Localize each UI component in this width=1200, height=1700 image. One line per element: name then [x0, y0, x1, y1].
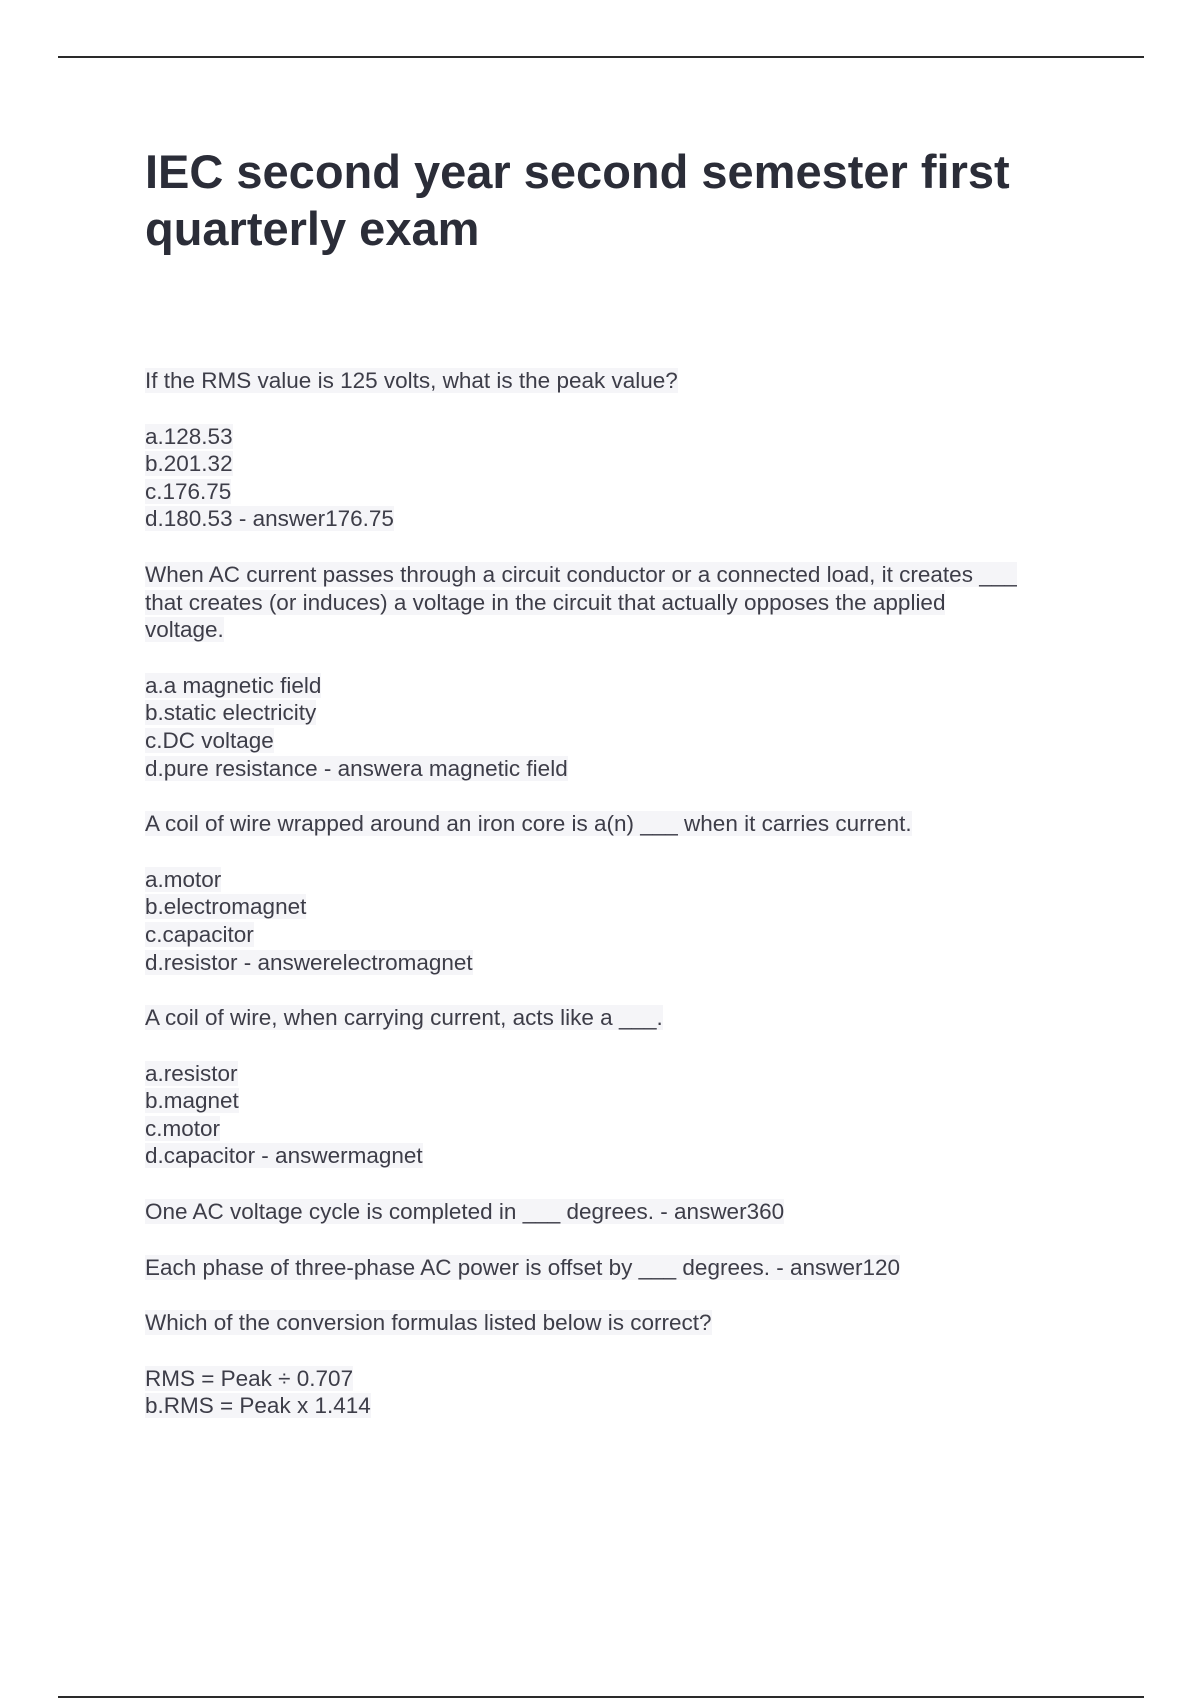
option-list	[145, 1365, 1095, 1420]
question-line: A coil of wire, when carrying current, acts like a ___.	[145, 1005, 663, 1031]
question-text	[145, 810, 1095, 838]
option-list	[145, 1060, 1095, 1170]
bottom-divider	[58, 1696, 1144, 1698]
exam-content	[145, 367, 1095, 1448]
option-item: RMS = Peak ÷ 0.707	[145, 1365, 354, 1391]
question-line: A coil of wire wrapped around an iron core is a(n) ___ when it carries current.	[145, 811, 912, 837]
option-item: b.electromagnet	[145, 894, 307, 920]
question-text	[145, 561, 1095, 644]
question-text	[145, 1254, 1095, 1282]
option-item: b.RMS = Peak x 1.414	[145, 1393, 371, 1419]
option-item: b.static electricity	[145, 700, 317, 726]
option-item-answer: d.180.53 - answer176.75	[145, 506, 394, 532]
document-title: IEC second year second semester first quarterly exam	[145, 145, 1010, 255]
option-item: a.a magnetic field	[145, 672, 322, 698]
question-text	[145, 1004, 1095, 1032]
option-item: c.176.75	[145, 478, 232, 504]
question-line: Which of the conversion formulas listed below is correct?	[145, 1310, 712, 1336]
option-item: c.motor	[145, 1115, 221, 1141]
option-item: a.resistor	[145, 1060, 238, 1086]
question-text	[145, 1198, 1095, 1226]
option-item-answer: d.resistor - answerelectromagnet	[145, 949, 473, 975]
option-item: c.capacitor	[145, 921, 254, 947]
question-text	[145, 1309, 1095, 1337]
option-item-answer: d.capacitor - answermagnet	[145, 1143, 423, 1169]
option-list	[145, 423, 1095, 533]
option-item: a.128.53	[145, 423, 233, 449]
option-list	[145, 866, 1095, 976]
option-item-answer: d.pure resistance - answera magnetic field	[145, 755, 568, 781]
option-item: b.magnet	[145, 1088, 239, 1114]
question-line: If the RMS value is 125 volts, what is the peak value?	[145, 368, 678, 393]
option-list	[145, 672, 1095, 782]
top-divider	[58, 56, 1144, 58]
question-line: Each phase of three-phase AC power is offset by ___ degrees. - answer120	[145, 1254, 901, 1280]
option-item: a.motor	[145, 866, 222, 892]
option-item: c.DC voltage	[145, 727, 274, 753]
question-line: When AC current passes through a circuit conductor or a connected load, it creates ___	[145, 561, 1017, 587]
question-line: One AC voltage cycle is completed in ___ degrees. - answer360	[145, 1199, 785, 1225]
question-line: that creates (or induces) a voltage in the circuit that actually opposes the applied	[145, 589, 946, 615]
question-line: voltage.	[145, 617, 224, 643]
option-item: b.201.32	[145, 451, 233, 477]
question-text	[145, 367, 1095, 395]
